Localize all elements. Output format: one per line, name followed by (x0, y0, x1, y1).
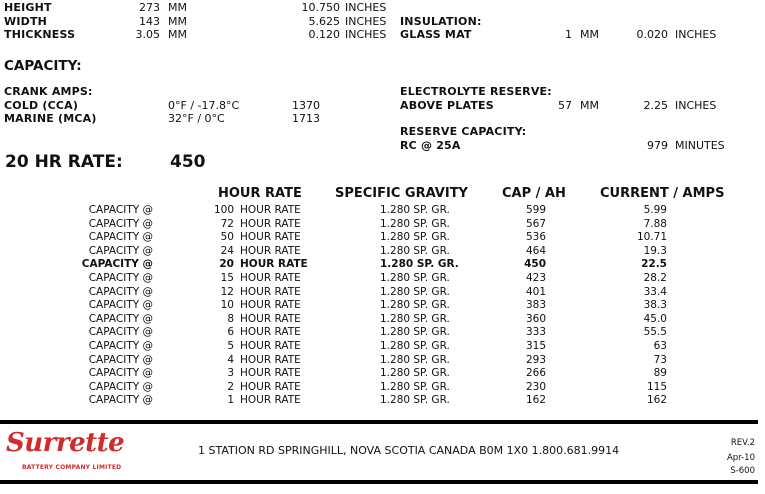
current-amps-value: 38.3 (643, 299, 667, 312)
capacity-prefix: CAPACITY @ (88, 204, 153, 216)
thickness-label: THICKNESS (4, 28, 76, 41)
capacity-ah-value: 567 (525, 217, 546, 230)
specific-gravity-value: 1.280 SP. GR. (380, 380, 450, 393)
current-amps-value: 19.3 (643, 244, 667, 257)
current-amps-value: 22.5 (641, 258, 667, 271)
current-amps-value: 63 (653, 340, 667, 352)
hours-value: 8 (227, 312, 234, 325)
table-row (0, 272, 765, 286)
capacity-prefix: CAPACITY @ (88, 367, 153, 380)
table-row (0, 394, 765, 408)
capacity-prefix: CAPACITY @ (88, 380, 153, 393)
thickness-mm-unit: MM (168, 28, 187, 41)
specific-gravity-value: 1.280 SP. GR. (380, 285, 450, 298)
capacity-prefix: CAPACITY @ (88, 244, 153, 257)
reserve-unit: MINUTES (675, 139, 725, 152)
table-row (0, 299, 765, 313)
cca-temp: 0°F / -17.8°C (168, 99, 240, 112)
insulation-label: GLASS MAT (400, 28, 472, 41)
current-amps-value: 33.4 (643, 285, 667, 298)
rate-label: HOUR RATE (240, 258, 308, 271)
insulation-mm: 1 (565, 28, 572, 41)
width-inches: 5.625 (308, 15, 340, 28)
height-label: HEIGHT (4, 1, 52, 14)
rate-label: HOUR RATE (240, 312, 301, 325)
hr20-value: 450 (170, 152, 206, 172)
table-row (0, 286, 765, 300)
table-row (0, 218, 765, 232)
capacity-ah-value: 315 (525, 340, 546, 352)
logo-subtitle: BATTERY COMPANY LIMITED (22, 464, 122, 471)
rate-label: HOUR RATE (240, 353, 301, 366)
rate-label: HOUR RATE (240, 272, 301, 284)
insulation-heading: INSULATION: (400, 15, 482, 28)
table-row (0, 340, 765, 354)
header-hour-rate: HOUR RATE (218, 186, 302, 201)
capacity-ah-value: 162 (525, 394, 546, 407)
width-label: WIDTH (4, 15, 48, 28)
rate-label: HOUR RATE (240, 326, 301, 339)
table-row (0, 258, 765, 272)
specific-gravity-value: 1.280 SP. GR. (380, 312, 450, 325)
hours-value: 6 (227, 326, 234, 339)
rate-label: HOUR RATE (240, 299, 301, 312)
rate-label: HOUR RATE (240, 244, 301, 257)
capacity-prefix: CAPACITY @ (88, 394, 153, 407)
rate-label: HOUR RATE (240, 367, 301, 380)
capacity-prefix: CAPACITY @ (88, 217, 153, 230)
width-in-unit: INCHES (345, 15, 387, 28)
header-cap-ah: CAP / AH (502, 186, 566, 201)
crank-amps-heading: CRANK AMPS: (4, 85, 93, 98)
capacity-prefix: CAPACITY @ (88, 299, 153, 312)
reserve-heading: RESERVE CAPACITY: (400, 125, 527, 138)
rate-label: HOUR RATE (240, 217, 301, 230)
capacity-ah-value: 401 (525, 285, 546, 298)
thickness-in-unit: INCHES (345, 28, 387, 41)
rate-label: HOUR RATE (240, 340, 301, 352)
capacity-ah-value: 423 (525, 272, 546, 284)
table-row (0, 354, 765, 368)
surrette-logo (4, 428, 144, 474)
electrolyte-heading: ELECTROLYTE RESERVE: (400, 85, 552, 98)
reserve-label: RC @ 25A (400, 139, 461, 152)
logo-wordmark: Surrette (6, 428, 125, 458)
hours-value: 24 (220, 244, 234, 257)
capacity-ah-value: 599 (525, 204, 546, 216)
specific-gravity-value: 1.280 SP. GR. (380, 231, 450, 244)
capacity-ah-value: 266 (525, 367, 546, 380)
table-row (0, 245, 765, 259)
specific-gravity-value: 1.280 SP. GR. (380, 299, 450, 312)
hours-value: 100 (213, 204, 234, 216)
hours-value: 2 (227, 380, 234, 393)
table-row (0, 313, 765, 327)
specific-gravity-value: 1.280 SP. GR. (380, 217, 450, 230)
thickness-inches: 0.120 (308, 28, 340, 41)
current-amps-value: 10.71 (636, 231, 667, 244)
specific-gravity-value: 1.280 SP. GR. (380, 367, 450, 380)
height-in-unit: INCHES (345, 1, 387, 14)
current-amps-value: 89 (653, 367, 667, 380)
header-specific-gravity: SPECIFIC GRAVITY (335, 186, 468, 201)
specific-gravity-value: 1.280 SP. GR. (380, 353, 450, 366)
specific-gravity-value: 1.280 SP. GR. (380, 272, 450, 284)
hours-value: 3 (227, 367, 234, 380)
capacity-ah-value: 293 (525, 353, 546, 366)
hours-value: 20 (219, 258, 234, 271)
specific-gravity-value: 1.280 SP. GR. (380, 326, 450, 339)
rate-label: HOUR RATE (240, 231, 301, 244)
capacity-prefix: CAPACITY @ (88, 285, 153, 298)
reserve-value: 979 (647, 139, 668, 152)
specific-gravity-value: 1.280 SP. GR. (380, 204, 450, 216)
capacity-prefix: CAPACITY @ (88, 353, 153, 366)
cca-label: COLD (CCA) (4, 99, 79, 112)
specific-gravity-value: 1.280 SP. GR. (380, 394, 450, 407)
capacity-prefix: CAPACITY @ (88, 272, 153, 284)
electrolyte-in-unit: INCHES (675, 99, 717, 112)
capacity-prefix: CAPACITY @ (81, 258, 153, 271)
specific-gravity-value: 1.280 SP. GR. (380, 244, 450, 257)
hr20-label: 20 HR RATE: (5, 152, 123, 172)
footer-top-rule (0, 420, 758, 424)
document-code: S-600 (730, 466, 755, 476)
current-amps-value: 55.5 (643, 326, 667, 339)
rate-label: HOUR RATE (240, 394, 301, 407)
hours-value: 12 (220, 285, 234, 298)
current-amps-value: 7.88 (643, 217, 667, 230)
revision: REV.2 (730, 438, 755, 448)
width-mm: 143 (139, 15, 160, 28)
capacity-prefix: CAPACITY @ (88, 231, 153, 244)
capacity-ah-value: 383 (525, 299, 546, 312)
thickness-mm: 3.05 (135, 28, 160, 41)
insulation-mm-unit: MM (580, 28, 599, 41)
capacity-prefix: CAPACITY @ (88, 326, 153, 339)
mca-value: 1713 (292, 112, 320, 125)
height-mm-unit: MM (168, 1, 187, 14)
insulation-in-unit: INCHES (675, 28, 717, 41)
capacity-ah-value: 230 (525, 380, 546, 393)
company-address: 1 STATION RD SPRINGHILL, NOVA SCOTIA CANADA B0M 1X0 1.800.681.9914 (198, 444, 620, 457)
hours-value: 1 (227, 394, 234, 407)
table-row (0, 231, 765, 245)
cca-value: 1370 (292, 99, 320, 112)
table-row (0, 204, 765, 218)
capacity-prefix: CAPACITY @ (88, 312, 153, 325)
hours-value: 72 (220, 217, 234, 230)
rate-label: HOUR RATE (240, 204, 301, 216)
electrolyte-inches: 2.25 (643, 99, 668, 112)
capacity-heading: CAPACITY: (4, 58, 82, 74)
current-amps-value: 45.0 (643, 312, 667, 325)
height-mm: 273 (139, 1, 160, 14)
table-row (0, 381, 765, 395)
mca-temp: 32°F / 0°C (168, 112, 225, 125)
mca-label: MARINE (MCA) (4, 112, 97, 125)
hours-value: 50 (220, 231, 234, 244)
current-amps-value: 162 (646, 394, 667, 407)
capacity-ah-value: 360 (525, 312, 546, 325)
capacity-ah-value: 450 (524, 258, 546, 271)
table-row (0, 367, 765, 381)
hours-value: 15 (220, 272, 234, 284)
hours-value: 5 (227, 340, 234, 352)
height-inches: 10.750 (301, 1, 340, 14)
electrolyte-label: ABOVE PLATES (400, 99, 494, 112)
capacity-ah-value: 464 (525, 244, 546, 257)
capacity-ah-value: 333 (525, 326, 546, 339)
specific-gravity-value: 1.280 SP. GR. (380, 258, 459, 271)
electrolyte-mm-unit: MM (580, 99, 599, 112)
rate-label: HOUR RATE (240, 285, 301, 298)
revision-date: Apr-10 (726, 453, 755, 463)
width-mm-unit: MM (168, 15, 187, 28)
table-row (0, 326, 765, 340)
current-amps-value: 73 (653, 353, 667, 366)
insulation-inches: 0.020 (636, 28, 668, 41)
specific-gravity-value: 1.280 SP. GR. (380, 340, 450, 352)
hours-value: 10 (220, 299, 234, 312)
capacity-ah-value: 536 (525, 231, 546, 244)
current-amps-value: 115 (646, 380, 667, 393)
header-current-amps: CURRENT / AMPS (600, 186, 725, 201)
footer-bottom-rule (0, 480, 758, 484)
rate-label: HOUR RATE (240, 380, 301, 393)
current-amps-value: 28.2 (643, 272, 667, 284)
electrolyte-mm: 57 (558, 99, 572, 112)
hours-value: 4 (227, 353, 234, 366)
current-amps-value: 5.99 (643, 204, 667, 216)
capacity-prefix: CAPACITY @ (88, 340, 153, 352)
